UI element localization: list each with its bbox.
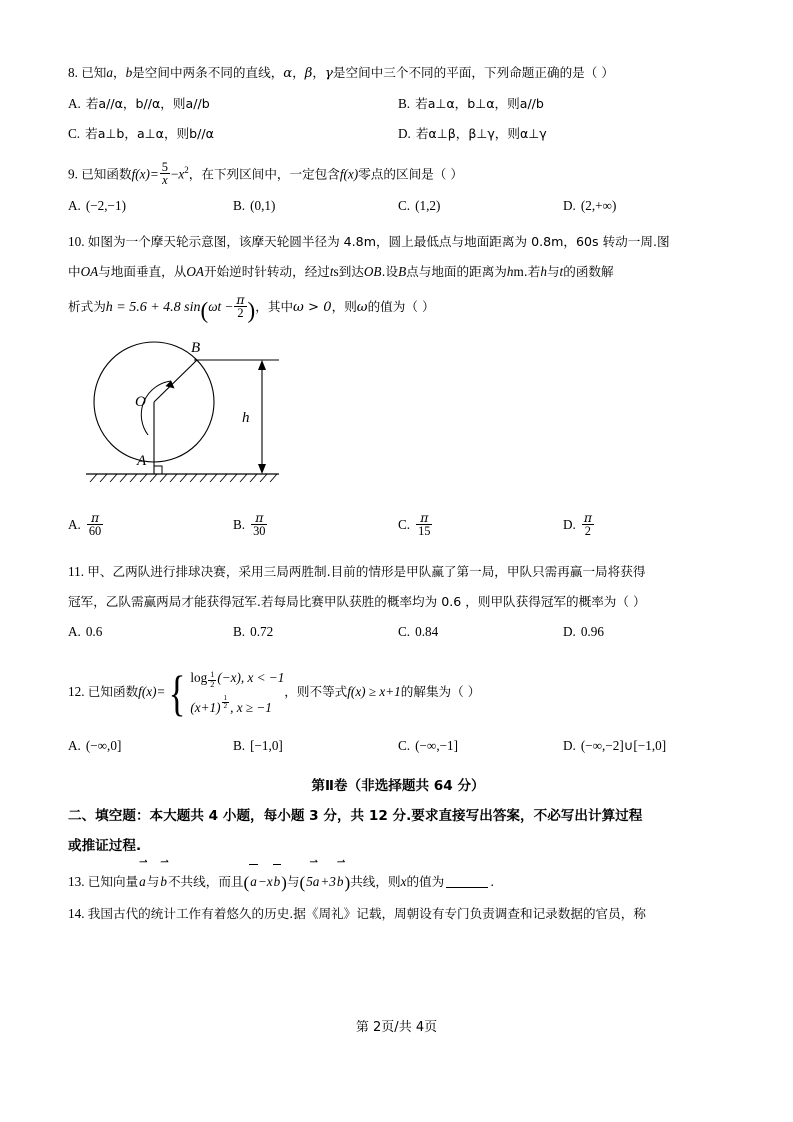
q13-text-4: 与: [286, 874, 300, 890]
q10-open-paren: (: [200, 297, 209, 324]
option-B-text: [−1,0]: [250, 738, 283, 754]
option-C-label: C.: [398, 738, 411, 754]
radius-OB-line: [154, 360, 197, 402]
question-8-comma: ，: [112, 65, 126, 80]
question-12-inequality: f(x) ≥ x+1: [347, 684, 401, 700]
option-C-label: C.: [398, 624, 411, 640]
ferris-wheel-svg: [76, 334, 336, 499]
question-9-option-D[interactable]: [563, 191, 728, 221]
option-A-text: 若a//α，b//α，则a//b: [85, 96, 210, 111]
question-11-text-line2: 冠军，乙队需赢两局才能获得冠军.若每局比赛甲队获胜的概率均为 0.6 ，则甲队获得冠军的概率为（ ）: [68, 594, 646, 610]
question-12-fx: f(x)=: [138, 684, 166, 700]
question-8-sep-2: ，: [312, 65, 325, 80]
question-9-exponent: 2: [184, 165, 189, 175]
option-C-label: C.: [68, 126, 81, 141]
label-A: A: [137, 453, 147, 470]
question-10-option-D[interactable]: [563, 503, 728, 547]
numerator: π: [583, 509, 592, 525]
question-9-text-1: 已知函数: [81, 166, 132, 182]
q10-s: s: [333, 264, 339, 280]
question-8-option-B[interactable]: [398, 89, 728, 119]
q13-close-paren-2: ): [344, 873, 351, 893]
question-11-option-D[interactable]: [563, 617, 728, 647]
q10-pi-over-2: [234, 291, 246, 321]
q10-l2-g: .若: [523, 264, 541, 280]
question-9-option-C[interactable]: [398, 191, 563, 221]
question-8-stem: [68, 58, 728, 89]
piecewise-cases: [190, 663, 284, 723]
page-footer: 第 2页/共 4页: [355, 1020, 438, 1035]
question-12-option-B[interactable]: [233, 731, 398, 761]
q10-m: m: [513, 264, 524, 280]
q13-expr1-a: a: [249, 867, 258, 897]
option-A-fraction: [87, 509, 103, 539]
exp-num: 1: [223, 693, 228, 702]
log-argument: (−x): [217, 670, 241, 686]
q13-x: x: [400, 874, 407, 890]
h-arrow-bottom: [258, 464, 266, 474]
option-B-label: B.: [398, 96, 411, 111]
question-9-text-3: 零点的区间是（ ）: [358, 166, 463, 182]
option-C-fraction: [416, 509, 432, 539]
question-14-text: 我国古代的统计工作有着悠久的历史.据《周礼》记载，周朝设有专门负责调查和记录数据的官员，称: [87, 905, 646, 921]
question-8-options-row-1: [68, 89, 728, 119]
option-A-label: A.: [68, 198, 81, 214]
fraction-numerator: 5: [161, 159, 168, 174]
q13-text-1: 已知向量: [87, 874, 139, 890]
question-14: [68, 899, 728, 929]
piecewise-brace: {: [168, 665, 186, 722]
numerator: π: [255, 509, 264, 525]
question-8-var-a: a: [106, 65, 113, 80]
question-8-options-row-2: [68, 119, 728, 149]
question-13-number: 13.: [68, 874, 85, 890]
question-10-option-B[interactable]: [233, 503, 398, 547]
question-10-option-A[interactable]: [68, 503, 233, 547]
case-2-exponent: [222, 695, 230, 711]
question-12-text-1: 已知函数: [87, 684, 139, 700]
option-D-text: (−∞,−2]∪[−1,0]: [580, 738, 667, 754]
question-12-option-A[interactable]: [68, 731, 233, 761]
option-A-label: A.: [68, 624, 81, 640]
q13-text-5: 共线，则: [350, 874, 401, 890]
numerator: π: [90, 509, 100, 525]
question-8-var-gamma: γ: [325, 66, 333, 81]
question-12-options: [68, 731, 728, 761]
option-D-fraction: [582, 509, 594, 539]
q13-period: .: [490, 874, 495, 890]
question-11-option-C[interactable]: [398, 617, 563, 647]
question-10-options: [68, 503, 728, 547]
label-O: O: [135, 394, 146, 411]
question-9-number: 9.: [68, 166, 78, 182]
q10-l2-d: 到达: [338, 264, 364, 280]
q10-h2: h: [540, 264, 547, 280]
option-B-fraction: [251, 509, 267, 539]
label-B: B: [191, 340, 201, 357]
question-8-number: 8.: [68, 65, 78, 80]
question-10-line-1: [68, 227, 728, 257]
question-8-text-2: 是空间中两条不同的直线，: [132, 65, 284, 80]
question-10-line-3: [68, 287, 728, 330]
q10-omega-t: ωt −: [208, 299, 234, 315]
q10-t2: t: [559, 264, 564, 280]
question-10-option-C[interactable]: [398, 503, 563, 547]
q13-close-paren-1: ): [281, 873, 287, 893]
question-10: [68, 227, 728, 547]
option-A-label: A.: [68, 96, 81, 111]
option-D-label: D.: [563, 517, 576, 533]
question-8-sep-1: ，: [292, 65, 305, 80]
q10-t: t: [329, 264, 334, 280]
q13-expr1-minus: −x: [257, 874, 273, 890]
option-C-text: 0.84: [415, 624, 439, 640]
q10-OB: OB: [363, 264, 382, 280]
option-A-text: 0.6: [85, 624, 103, 640]
q10-yu: 与: [546, 264, 560, 280]
question-12-text-2: ，则不等式: [284, 684, 348, 700]
log-symbol: log: [190, 670, 208, 686]
option-B-label: B.: [233, 517, 246, 533]
log-base-num: 1: [210, 670, 215, 680]
q10-B: B: [398, 264, 407, 280]
question-8: [68, 58, 728, 149]
question-11-text-line1: 甲、乙两队进行排球决赛，采用三局两胜制.目前的情形是甲队赢了第一局，甲队只需再赢一局将获得: [87, 564, 646, 580]
question-9: [68, 153, 728, 221]
q10-h: h: [506, 264, 514, 280]
denominator: 2: [582, 524, 594, 538]
q10-l2-b: 与地面垂直，从: [98, 264, 187, 280]
option-D-text: (2,+∞): [580, 198, 617, 214]
question-12: [68, 663, 728, 761]
question-10-number: 10.: [68, 234, 85, 250]
q13-vector-b: b ⇀: [159, 867, 168, 897]
q10-equation: h = 5.6 + 4.8 sin: [105, 300, 201, 316]
q10-OA-2: OA: [186, 264, 204, 280]
question-12-text-3: 的解集为（ ）: [400, 684, 481, 700]
question-9-text-2: ，在下列区间中，一定包含: [188, 166, 340, 182]
question-9-minus: −: [170, 166, 179, 182]
label-h: h: [242, 410, 250, 427]
option-C-text: (−∞,−1]: [415, 738, 459, 754]
denominator: 15: [418, 524, 431, 539]
piecewise-function: [165, 663, 284, 723]
question-12-number: 12.: [68, 684, 85, 700]
piecewise-case-1: [190, 663, 284, 693]
q10-l2-e: .设: [381, 264, 399, 280]
question-11-option-B[interactable]: [233, 617, 398, 647]
q10-l2-f: 点与地面的距离为: [406, 264, 507, 280]
option-B-text: 0.72: [250, 624, 274, 640]
question-12-stem: [68, 663, 728, 723]
question-9-fx: f(x)=: [131, 166, 159, 182]
case-2-condition: , x ≥ −1: [230, 700, 272, 716]
question-8-option-D[interactable]: [398, 119, 728, 149]
question-12-option-D[interactable]: [563, 731, 728, 761]
option-B-label: B.: [233, 624, 246, 640]
q10-l2-a: 中: [68, 264, 81, 280]
option-C-label: C.: [398, 517, 411, 533]
option-C-text: (1,2): [415, 198, 441, 214]
fill-blank-heading-line-1: 二、填空题：本大题共 4 小题，每小题 3 分，共 12 分.要求直接写出答案，不必写出计算过程: [68, 808, 643, 825]
q10-l2-end: 的函数解: [563, 264, 614, 280]
question-11: [68, 557, 728, 647]
q13-open-paren-2: (: [299, 873, 306, 893]
question-13: [68, 867, 728, 898]
q10-l3-c: ，则: [331, 299, 357, 315]
question-9-option-B[interactable]: [233, 191, 398, 221]
q13-expr2-plus: +3: [320, 874, 336, 890]
case-2-base: (x+1): [190, 700, 221, 716]
fill-blank-heading-line-2: 或推证过程.: [68, 838, 142, 855]
exp-den: 2: [223, 702, 228, 711]
option-A-label: A.: [68, 738, 81, 754]
q13-expr2-b: b ⇀: [336, 867, 345, 897]
question-10-text-line1: 如图为一个摩天轮示意图，该摩天轮圆半径为 4.8m，圆上最低点与地面距离为 0.8m，60s 转动一周.图: [87, 234, 670, 250]
question-8-option-C[interactable]: [68, 119, 398, 149]
page-content: [68, 58, 728, 929]
question-8-option-A[interactable]: [68, 89, 398, 119]
option-D-label: D.: [563, 624, 576, 640]
option-A-text: (−∞,0]: [85, 738, 122, 754]
option-B-label: B.: [233, 198, 246, 214]
option-C-label: C.: [398, 198, 411, 214]
question-12-option-C[interactable]: [398, 731, 563, 761]
section-2-title: 第Ⅱ卷（非选择题共 64 分）: [311, 778, 485, 795]
option-D-label: D.: [398, 126, 411, 141]
question-9-x: x: [178, 166, 185, 182]
question-9-option-A[interactable]: [68, 191, 233, 221]
q10-pi: π: [236, 291, 245, 307]
question-8-var-beta: β: [304, 66, 313, 81]
q13-expr1-b: b: [273, 867, 282, 897]
question-11-number: 11.: [68, 564, 84, 580]
q10-OA-1: OA: [80, 264, 99, 280]
denominator: 30: [253, 524, 266, 539]
q13-open-paren-1: (: [243, 873, 250, 893]
q10-l3-a: 析式为: [68, 299, 106, 315]
piecewise-case-2: [190, 693, 284, 723]
question-9-stem: [68, 153, 728, 191]
question-11-line-1: [68, 557, 728, 587]
q10-close-paren: ): [247, 297, 256, 324]
option-B-label: B.: [233, 738, 246, 754]
question-11-option-A[interactable]: [68, 617, 233, 647]
q10-omega: ω: [356, 300, 368, 316]
q10-l3-end: 的值为（ ）: [367, 299, 435, 315]
q10-two: 2: [234, 306, 246, 320]
option-A-text: (−2,−1): [85, 198, 126, 214]
option-A-label: A.: [68, 517, 81, 533]
question-8-var-alpha: α: [283, 66, 293, 81]
q13-text-6: 的值为: [406, 874, 445, 890]
option-C-text: 若a⊥b，a⊥α，则b//α: [85, 126, 214, 141]
question-14-number: 14.: [68, 905, 85, 921]
question-8-var-b: b: [125, 65, 133, 80]
question-11-options: [68, 617, 728, 647]
question-9-fraction: [160, 161, 170, 188]
option-D-label: D.: [563, 738, 576, 754]
option-D-text: 0.96: [580, 624, 604, 640]
question-11-line-2: [68, 587, 728, 617]
question-10-line-2: [68, 257, 728, 287]
log-base-fraction: [208, 671, 216, 689]
question-8-text-3: 是空间中三个不同的平面，下列命题正确的是（ ）: [332, 65, 614, 80]
q13-text-2: 与: [146, 874, 160, 890]
question-9-fx2: f(x): [339, 166, 359, 182]
q13-vector-a: a ⇀: [138, 867, 147, 897]
option-D-text: 若α⊥β，β⊥γ，则α⊥γ: [415, 126, 547, 141]
option-B-text: (0,1): [250, 198, 276, 214]
q10-omega-cond: ω > 0: [293, 300, 332, 316]
q13-expr2-5a: 5a ⇀: [305, 867, 320, 897]
option-D-label: D.: [563, 198, 576, 214]
denominator: 60: [88, 524, 102, 539]
question-9-options: [68, 191, 728, 221]
h-arrow-top: [258, 360, 266, 370]
ferris-wheel-diagram: [76, 334, 336, 499]
ground-hatching: [90, 474, 277, 482]
q10-l2-c: 开始逆时针转动，经过: [203, 264, 330, 280]
q10-l3-b: ，其中: [255, 299, 294, 315]
question-8-text-1: 已知: [81, 65, 107, 80]
case-1-condition: , x < −1: [240, 670, 285, 686]
numerator: π: [420, 509, 429, 525]
log-base-den: 2: [210, 679, 215, 689]
right-angle-marker: [154, 466, 162, 474]
fraction-denominator: x: [160, 173, 170, 187]
q13-answer-blank[interactable]: [446, 887, 488, 888]
q13-text-3: 不共线，而且: [167, 874, 244, 890]
option-B-text: 若a⊥α，b⊥α，则a//b: [415, 96, 544, 111]
